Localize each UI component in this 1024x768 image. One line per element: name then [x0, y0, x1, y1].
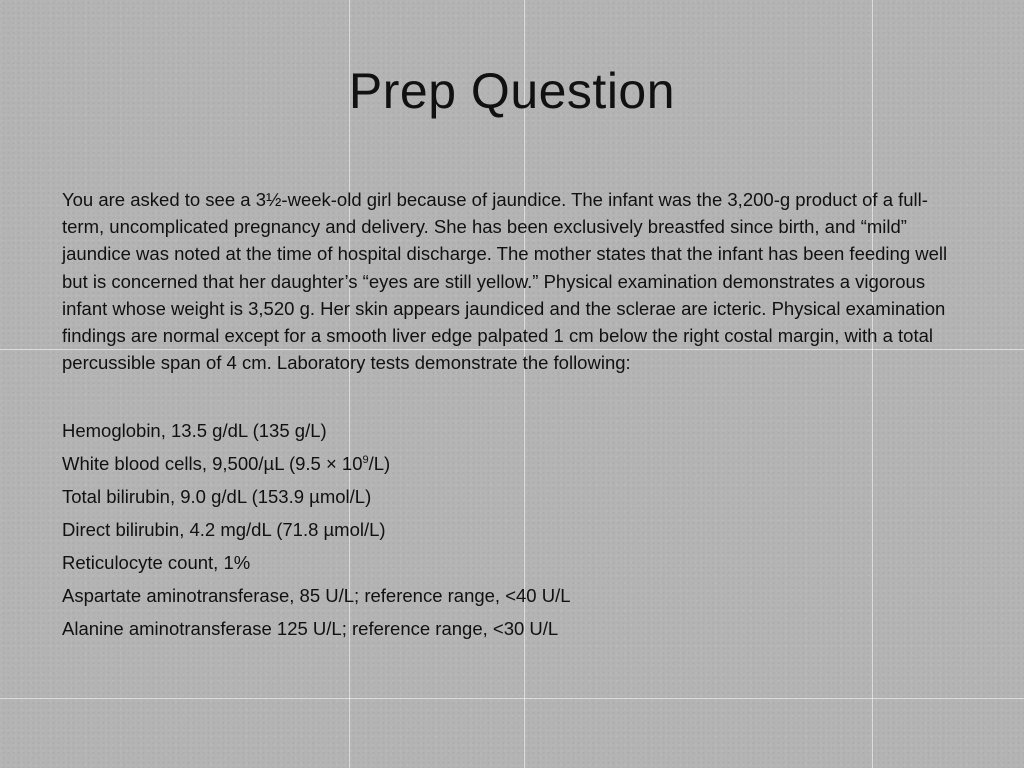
- lab-result-alt: Alanine aminotransferase 125 U/L; reference range, <30 U/L: [62, 618, 559, 640]
- slide-title: Prep Question: [348, 63, 676, 119]
- wbc-unit: /L): [368, 453, 391, 475]
- lab-result-hemoglobin: Hemoglobin, 13.5 g/dL (135 g/L): [62, 420, 327, 442]
- background-grid-line: [0, 698, 1024, 699]
- wbc-text: White blood cells, 9,500/µL (9.5 × 10: [62, 453, 363, 475]
- case-description: You are asked to see a 3½-week-old girl because of jaundice. The infant was the 3,200-g product of a full-term, uncomplicated pregnancy and delivery. She has been exclusively breastfed since birth, and “mild” jaundice was noted at the time of hospital discharge. The mother states that the infant has been feeding well but is concerned that her daughter’s “eyes are still yellow.” Physical examination demonstrates a vigorous infant whose weight is 3,520 g. Her skin appears jaundiced and the sclerae are icteric. Physical examination findings are normal except for a smooth liver edge palpated 1 cm below the right costal margin, with a total percussible span of 4 cm. Laboratory tests demonstrate the following:: [62, 189, 948, 374]
- lab-results-list: [62, 414, 967, 645]
- slide-body: [62, 186, 967, 645]
- lab-result-direct-bilirubin: Direct bilirubin, 4.2 mg/dL (71.8 µmol/L): [62, 519, 386, 541]
- lab-result-white-blood-cells: [62, 447, 967, 480]
- lab-result-total-bilirubin: Total bilirubin, 9.0 g/dL (153.9 µmol/L): [62, 486, 372, 508]
- wbc-exponent: 9: [362, 454, 369, 467]
- lab-result-reticulocyte-count: Reticulocyte count, 1%: [62, 552, 251, 574]
- lab-result-ast: Aspartate aminotransferase, 85 U/L; reference range, <40 U/L: [62, 585, 571, 607]
